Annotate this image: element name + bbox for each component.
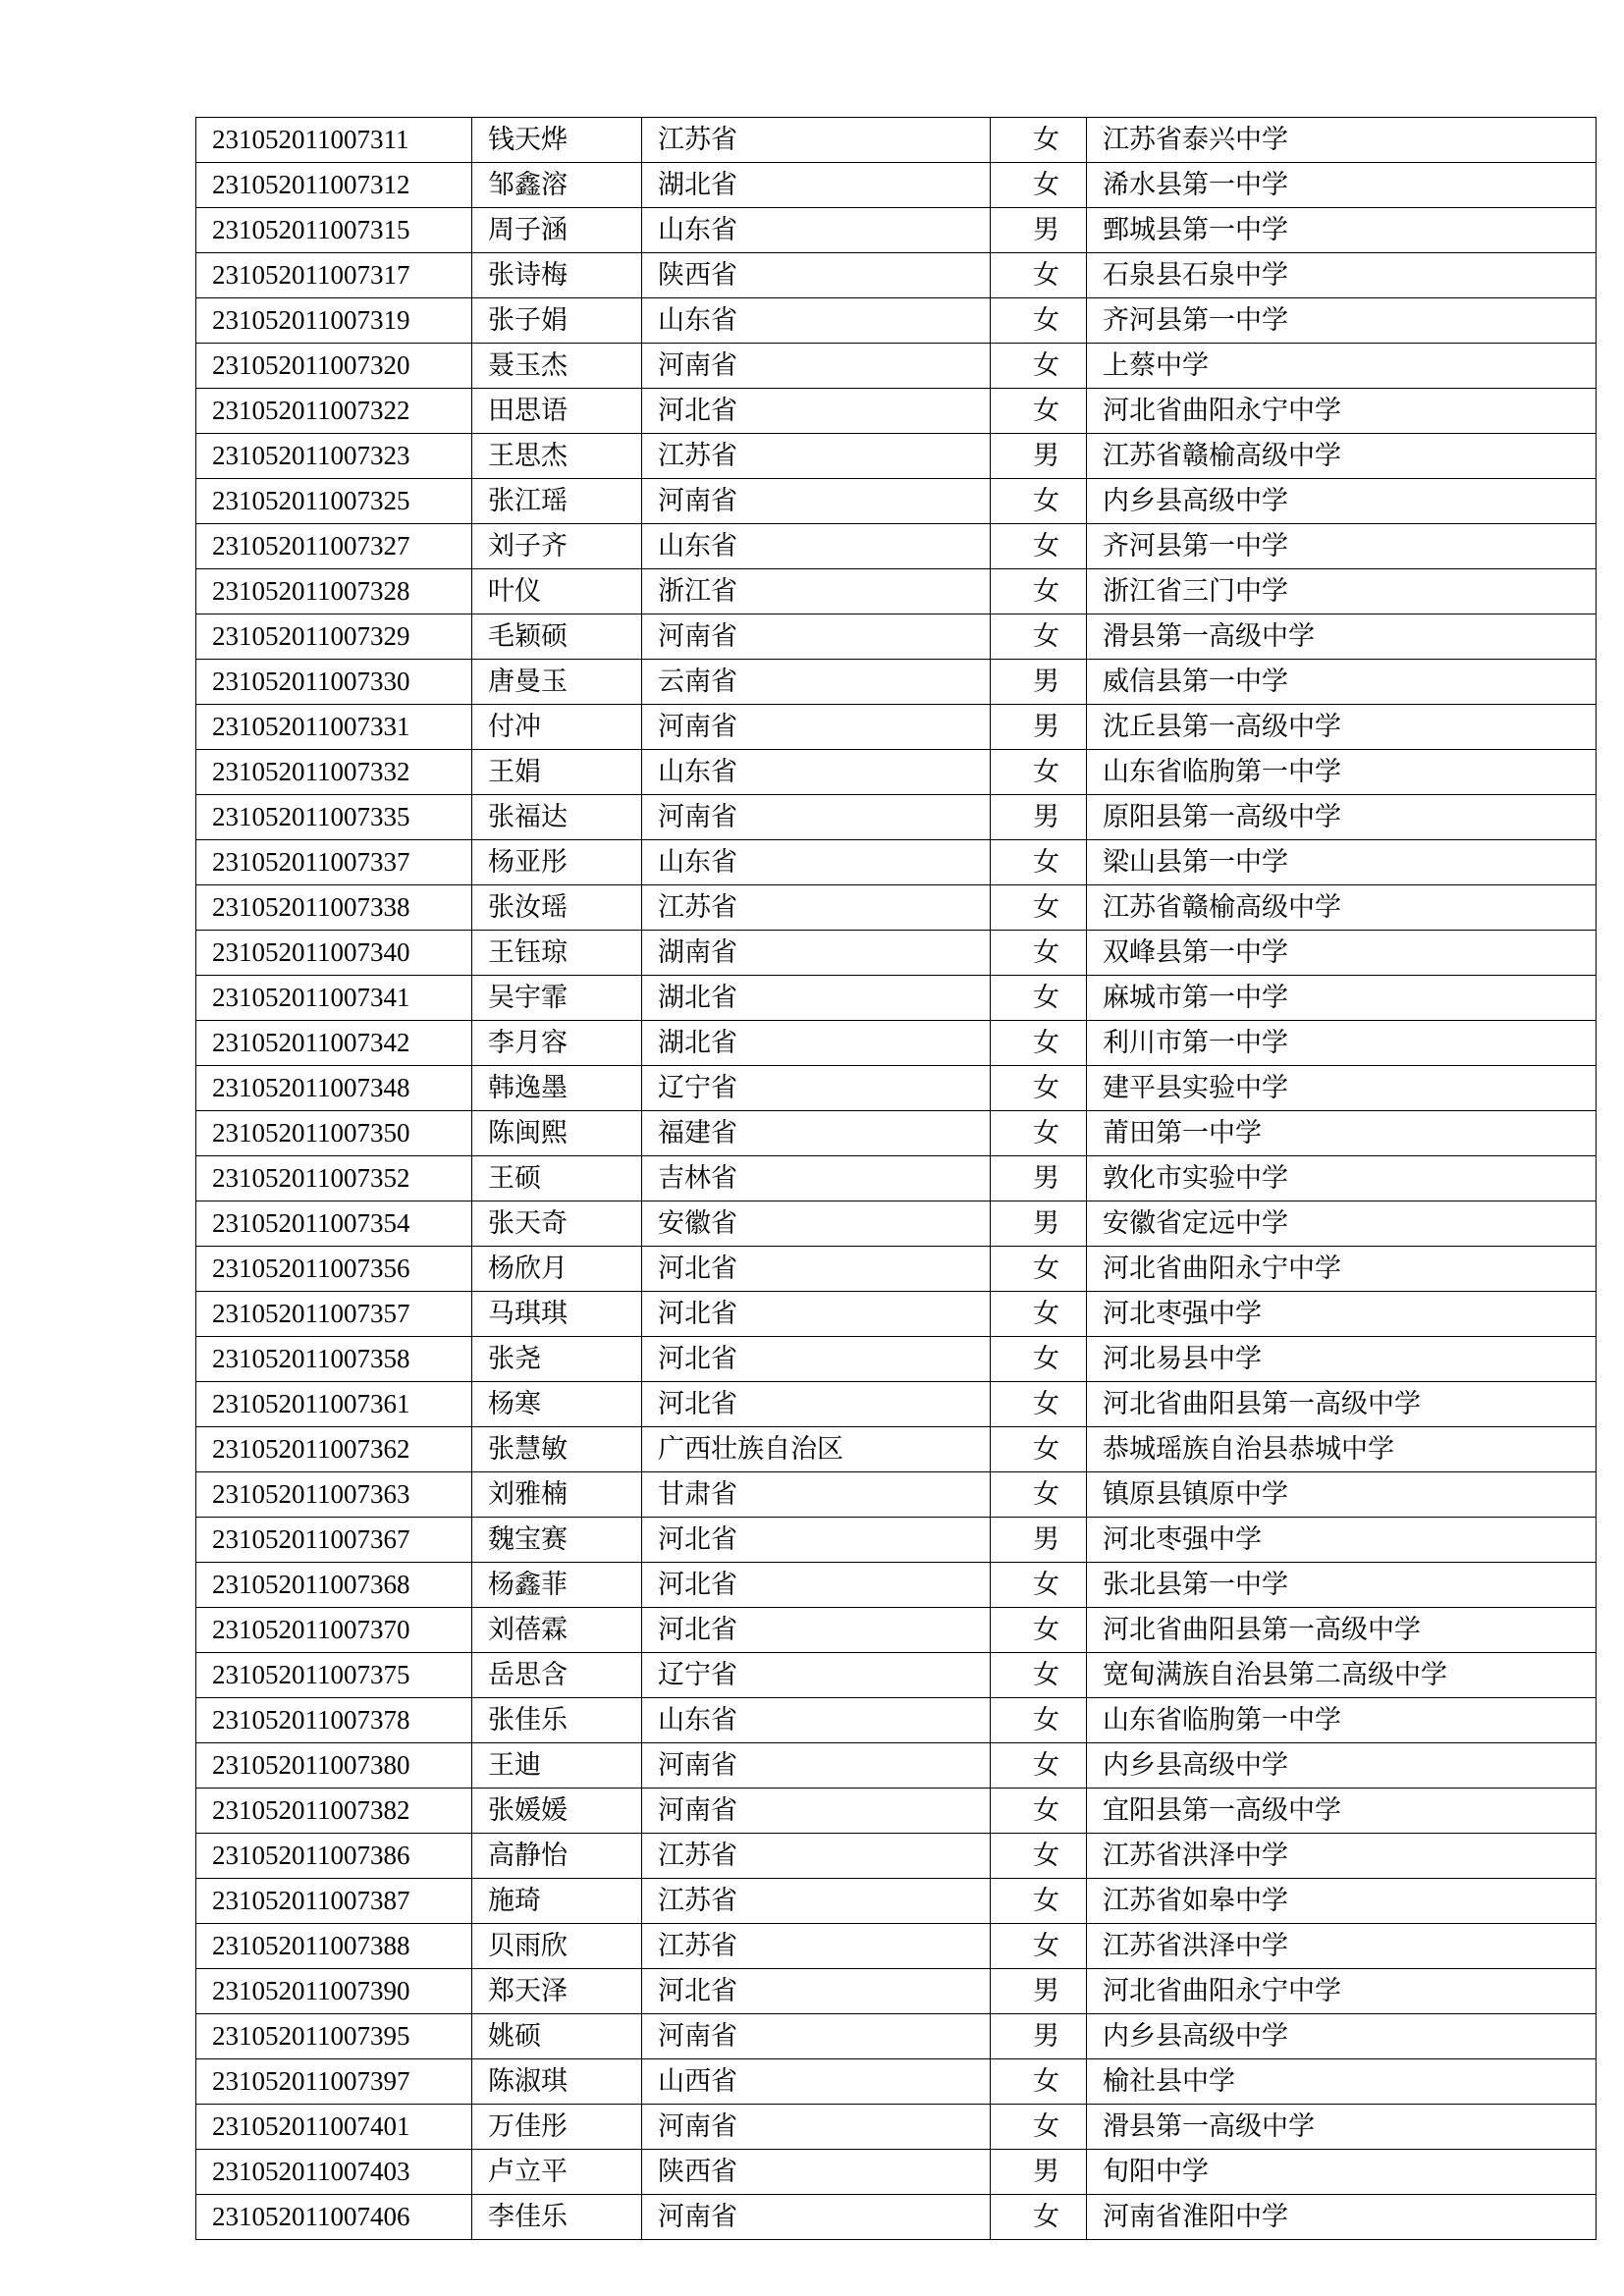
table-row	[196, 1156, 1597, 1201]
exam-number-cell: 231052011007315	[196, 208, 472, 253]
gender-cell: 女	[991, 389, 1087, 434]
student-name-cell: 万佳彤	[472, 2105, 642, 2150]
province-cell: 浙江省	[642, 569, 991, 614]
exam-number-cell: 231052011007311	[196, 118, 472, 163]
gender-cell: 男	[991, 1518, 1087, 1563]
province-cell: 河北省	[642, 389, 991, 434]
gender-cell: 女	[991, 2059, 1087, 2105]
school-cell: 浠水县第一中学	[1087, 163, 1597, 208]
exam-number-cell: 231052011007328	[196, 569, 472, 614]
table-row	[196, 569, 1597, 614]
table-row	[196, 1472, 1597, 1518]
table-row	[196, 750, 1597, 795]
student-name-cell: 施琦	[472, 1879, 642, 1924]
school-cell: 鄄城县第一中学	[1087, 208, 1597, 253]
student-name-cell: 钱天烨	[472, 118, 642, 163]
exam-number-cell: 231052011007330	[196, 660, 472, 705]
school-cell: 内乡县高级中学	[1087, 1743, 1597, 1789]
table-row	[196, 976, 1597, 1021]
province-cell: 河北省	[642, 1608, 991, 1653]
student-name-cell: 杨鑫菲	[472, 1563, 642, 1608]
table-row	[196, 253, 1597, 298]
table-row	[196, 1111, 1597, 1156]
exam-number-cell: 231052011007397	[196, 2059, 472, 2105]
table-row	[196, 1021, 1597, 1066]
table-row	[196, 2150, 1597, 2195]
gender-cell: 女	[991, 1698, 1087, 1743]
student-name-cell: 杨欣月	[472, 1247, 642, 1292]
table-row	[196, 1292, 1597, 1337]
table-row	[196, 795, 1597, 840]
table-row	[196, 1427, 1597, 1472]
exam-number-cell: 231052011007341	[196, 976, 472, 1021]
province-cell: 山东省	[642, 208, 991, 253]
exam-number-cell: 231052011007338	[196, 885, 472, 931]
gender-cell: 男	[991, 1156, 1087, 1201]
province-cell: 河北省	[642, 1247, 991, 1292]
gender-cell: 女	[991, 1924, 1087, 1969]
table-row	[196, 2059, 1597, 2105]
province-cell: 山东省	[642, 840, 991, 885]
gender-cell: 女	[991, 344, 1087, 389]
student-name-cell: 马琪琪	[472, 1292, 642, 1337]
gender-cell: 女	[991, 163, 1087, 208]
table-row	[196, 1698, 1597, 1743]
exam-number-cell: 231052011007319	[196, 298, 472, 344]
exam-number-cell: 231052011007356	[196, 1247, 472, 1292]
roster-body	[196, 118, 1597, 2240]
school-cell: 建平县实验中学	[1087, 1066, 1597, 1111]
exam-number-cell: 231052011007337	[196, 840, 472, 885]
exam-number-cell: 231052011007342	[196, 1021, 472, 1066]
school-cell: 河北省曲阳永宁中学	[1087, 1247, 1597, 1292]
gender-cell: 男	[991, 208, 1087, 253]
gender-cell: 女	[991, 931, 1087, 976]
student-name-cell: 王迪	[472, 1743, 642, 1789]
gender-cell: 男	[991, 660, 1087, 705]
gender-cell: 女	[991, 1743, 1087, 1789]
table-row	[196, 1382, 1597, 1427]
gender-cell: 男	[991, 434, 1087, 479]
exam-number-cell: 231052011007352	[196, 1156, 472, 1201]
gender-cell: 女	[991, 1834, 1087, 1879]
exam-number-cell: 231052011007375	[196, 1653, 472, 1698]
gender-cell: 女	[991, 2105, 1087, 2150]
school-cell: 威信县第一中学	[1087, 660, 1597, 705]
school-cell: 江苏省洪泽中学	[1087, 1924, 1597, 1969]
exam-number-cell: 231052011007367	[196, 1518, 472, 1563]
province-cell: 江苏省	[642, 1924, 991, 1969]
exam-number-cell: 231052011007362	[196, 1427, 472, 1472]
school-cell: 河北省曲阳县第一高级中学	[1087, 1608, 1597, 1653]
gender-cell: 女	[991, 1066, 1087, 1111]
gender-cell: 女	[991, 118, 1087, 163]
school-cell: 河北枣强中学	[1087, 1518, 1597, 1563]
gender-cell: 男	[991, 795, 1087, 840]
province-cell: 河南省	[642, 2195, 991, 2240]
table-row	[196, 705, 1597, 750]
student-name-cell: 付冲	[472, 705, 642, 750]
school-cell: 石泉县石泉中学	[1087, 253, 1597, 298]
student-name-cell: 叶仪	[472, 569, 642, 614]
exam-number-cell: 231052011007327	[196, 524, 472, 569]
student-name-cell: 卢立平	[472, 2150, 642, 2195]
exam-number-cell: 231052011007388	[196, 1924, 472, 1969]
school-cell: 沈丘县第一高级中学	[1087, 705, 1597, 750]
student-name-cell: 王钰琼	[472, 931, 642, 976]
school-cell: 张北县第一中学	[1087, 1563, 1597, 1608]
exam-number-cell: 231052011007386	[196, 1834, 472, 1879]
table-row	[196, 1608, 1597, 1653]
student-name-cell: 魏宝赛	[472, 1518, 642, 1563]
province-cell: 云南省	[642, 660, 991, 705]
exam-number-cell: 231052011007401	[196, 2105, 472, 2150]
exam-number-cell: 231052011007361	[196, 1382, 472, 1427]
student-name-cell: 张汝瑶	[472, 885, 642, 931]
school-cell: 内乡县高级中学	[1087, 2014, 1597, 2059]
exam-number-cell: 231052011007312	[196, 163, 472, 208]
student-name-cell: 刘子齐	[472, 524, 642, 569]
student-name-cell: 李佳乐	[472, 2195, 642, 2240]
school-cell: 河北省曲阳永宁中学	[1087, 1969, 1597, 2014]
student-name-cell: 邹鑫溶	[472, 163, 642, 208]
province-cell: 山东省	[642, 750, 991, 795]
exam-number-cell: 231052011007317	[196, 253, 472, 298]
province-cell: 河南省	[642, 2105, 991, 2150]
school-cell: 山东省临朐第一中学	[1087, 750, 1597, 795]
school-cell: 旬阳中学	[1087, 2150, 1597, 2195]
gender-cell: 女	[991, 479, 1087, 524]
student-name-cell: 岳思含	[472, 1653, 642, 1698]
student-name-cell: 高静怡	[472, 1834, 642, 1879]
exam-number-cell: 231052011007390	[196, 1969, 472, 2014]
province-cell: 山东省	[642, 1698, 991, 1743]
province-cell: 陕西省	[642, 253, 991, 298]
school-cell: 山东省临朐第一中学	[1087, 1698, 1597, 1743]
school-cell: 江苏省赣榆高级中学	[1087, 885, 1597, 931]
table-row	[196, 1879, 1597, 1924]
school-cell: 利川市第一中学	[1087, 1021, 1597, 1066]
school-cell: 齐河县第一中学	[1087, 298, 1597, 344]
table-row	[196, 885, 1597, 931]
gender-cell: 女	[991, 1653, 1087, 1698]
gender-cell: 女	[991, 840, 1087, 885]
exam-number-cell: 231052011007320	[196, 344, 472, 389]
table-row	[196, 2195, 1597, 2240]
school-cell: 滑县第一高级中学	[1087, 2105, 1597, 2150]
gender-cell: 女	[991, 1382, 1087, 1427]
table-row	[196, 163, 1597, 208]
school-cell: 河北易县中学	[1087, 1337, 1597, 1382]
gender-cell: 女	[991, 1563, 1087, 1608]
school-cell: 齐河县第一中学	[1087, 524, 1597, 569]
table-row	[196, 660, 1597, 705]
gender-cell: 男	[991, 2014, 1087, 2059]
gender-cell: 女	[991, 1292, 1087, 1337]
school-cell: 河北省曲阳县第一高级中学	[1087, 1382, 1597, 1427]
student-name-cell: 王娟	[472, 750, 642, 795]
school-cell: 恭城瑶族自治县恭城中学	[1087, 1427, 1597, 1472]
gender-cell: 女	[991, 569, 1087, 614]
province-cell: 江苏省	[642, 434, 991, 479]
gender-cell: 女	[991, 614, 1087, 660]
table-row	[196, 389, 1597, 434]
gender-cell: 女	[991, 885, 1087, 931]
school-cell: 麻城市第一中学	[1087, 976, 1597, 1021]
exam-number-cell: 231052011007323	[196, 434, 472, 479]
school-cell: 浙江省三门中学	[1087, 569, 1597, 614]
gender-cell: 女	[991, 1247, 1087, 1292]
exam-number-cell: 231052011007370	[196, 1608, 472, 1653]
exam-number-cell: 231052011007395	[196, 2014, 472, 2059]
school-cell: 河南省淮阳中学	[1087, 2195, 1597, 2240]
exam-number-cell: 231052011007387	[196, 1879, 472, 1924]
table-row	[196, 1066, 1597, 1111]
exam-number-cell: 231052011007331	[196, 705, 472, 750]
province-cell: 山东省	[642, 298, 991, 344]
province-cell: 湖北省	[642, 976, 991, 1021]
table-row	[196, 118, 1597, 163]
school-cell: 宜阳县第一高级中学	[1087, 1789, 1597, 1834]
province-cell: 河北省	[642, 1518, 991, 1563]
school-cell: 宽甸满族自治县第二高级中学	[1087, 1653, 1597, 1698]
province-cell: 河北省	[642, 1563, 991, 1608]
table-row	[196, 1337, 1597, 1382]
exam-number-cell: 231052011007380	[196, 1743, 472, 1789]
table-row	[196, 524, 1597, 569]
exam-number-cell: 231052011007325	[196, 479, 472, 524]
province-cell: 陕西省	[642, 2150, 991, 2195]
student-name-cell: 吴宇霏	[472, 976, 642, 1021]
school-cell: 江苏省泰兴中学	[1087, 118, 1597, 163]
school-cell: 上蔡中学	[1087, 344, 1597, 389]
province-cell: 河南省	[642, 344, 991, 389]
student-name-cell: 唐曼玉	[472, 660, 642, 705]
student-name-cell: 周子涵	[472, 208, 642, 253]
province-cell: 江苏省	[642, 885, 991, 931]
province-cell: 江苏省	[642, 118, 991, 163]
gender-cell: 女	[991, 750, 1087, 795]
province-cell: 河南省	[642, 614, 991, 660]
exam-number-cell: 231052011007322	[196, 389, 472, 434]
school-cell: 内乡县高级中学	[1087, 479, 1597, 524]
school-cell: 镇原县镇原中学	[1087, 1472, 1597, 1518]
exam-number-cell: 231052011007358	[196, 1337, 472, 1382]
student-name-cell: 田思语	[472, 389, 642, 434]
school-cell: 梁山县第一中学	[1087, 840, 1597, 885]
province-cell: 辽宁省	[642, 1066, 991, 1111]
exam-number-cell: 231052011007354	[196, 1201, 472, 1247]
province-cell: 河南省	[642, 1743, 991, 1789]
exam-number-cell: 231052011007348	[196, 1066, 472, 1111]
student-name-cell: 张天奇	[472, 1201, 642, 1247]
student-name-cell: 王硕	[472, 1156, 642, 1201]
table-row	[196, 1247, 1597, 1292]
gender-cell: 女	[991, 1111, 1087, 1156]
exam-number-cell: 231052011007332	[196, 750, 472, 795]
student-name-cell: 王思杰	[472, 434, 642, 479]
school-cell: 江苏省洪泽中学	[1087, 1834, 1597, 1879]
province-cell: 辽宁省	[642, 1653, 991, 1698]
table-row	[196, 208, 1597, 253]
school-cell: 河北省曲阳永宁中学	[1087, 389, 1597, 434]
province-cell: 河南省	[642, 2014, 991, 2059]
gender-cell: 女	[991, 298, 1087, 344]
table-row	[196, 840, 1597, 885]
table-row	[196, 931, 1597, 976]
province-cell: 甘肃省	[642, 1472, 991, 1518]
gender-cell: 女	[991, 1879, 1087, 1924]
province-cell: 河北省	[642, 1382, 991, 1427]
province-cell: 山西省	[642, 2059, 991, 2105]
gender-cell: 男	[991, 1201, 1087, 1247]
student-name-cell: 张诗梅	[472, 253, 642, 298]
gender-cell: 女	[991, 524, 1087, 569]
gender-cell: 男	[991, 705, 1087, 750]
table-row	[196, 2014, 1597, 2059]
student-name-cell: 姚硕	[472, 2014, 642, 2059]
table-row	[196, 1201, 1597, 1247]
exam-number-cell: 231052011007406	[196, 2195, 472, 2240]
school-cell: 敦化市实验中学	[1087, 1156, 1597, 1201]
exam-number-cell: 231052011007329	[196, 614, 472, 660]
school-cell: 榆社县中学	[1087, 2059, 1597, 2105]
province-cell: 湖北省	[642, 1021, 991, 1066]
student-name-cell: 张媛媛	[472, 1789, 642, 1834]
exam-number-cell: 231052011007382	[196, 1789, 472, 1834]
gender-cell: 女	[991, 1472, 1087, 1518]
province-cell: 河南省	[642, 479, 991, 524]
table-row	[196, 298, 1597, 344]
student-name-cell: 张子娟	[472, 298, 642, 344]
student-roster-table	[195, 117, 1597, 2240]
province-cell: 河南省	[642, 705, 991, 750]
table-row	[196, 1969, 1597, 2014]
province-cell: 河南省	[642, 1789, 991, 1834]
exam-number-cell: 231052011007335	[196, 795, 472, 840]
table-row	[196, 1653, 1597, 1698]
student-name-cell: 李月容	[472, 1021, 642, 1066]
student-name-cell: 聂玉杰	[472, 344, 642, 389]
table-row	[196, 614, 1597, 660]
exam-number-cell: 231052011007363	[196, 1472, 472, 1518]
gender-cell: 女	[991, 2195, 1087, 2240]
province-cell: 湖南省	[642, 931, 991, 976]
student-name-cell: 张佳乐	[472, 1698, 642, 1743]
student-name-cell: 韩逸墨	[472, 1066, 642, 1111]
exam-number-cell: 231052011007350	[196, 1111, 472, 1156]
student-name-cell: 张慧敏	[472, 1427, 642, 1472]
student-name-cell: 陈淑琪	[472, 2059, 642, 2105]
province-cell: 河北省	[642, 1292, 991, 1337]
table-row	[196, 479, 1597, 524]
province-cell: 河南省	[642, 795, 991, 840]
gender-cell: 女	[991, 1789, 1087, 1834]
table-row	[196, 1924, 1597, 1969]
student-name-cell: 郑天泽	[472, 1969, 642, 2014]
province-cell: 江苏省	[642, 1834, 991, 1879]
school-cell: 莆田第一中学	[1087, 1111, 1597, 1156]
student-name-cell: 贝雨欣	[472, 1924, 642, 1969]
province-cell: 湖北省	[642, 163, 991, 208]
province-cell: 河北省	[642, 1337, 991, 1382]
exam-number-cell: 231052011007368	[196, 1563, 472, 1608]
province-cell: 广西壮族自治区	[642, 1427, 991, 1472]
student-name-cell: 刘雅楠	[472, 1472, 642, 1518]
province-cell: 江苏省	[642, 1879, 991, 1924]
school-cell: 原阳县第一高级中学	[1087, 795, 1597, 840]
exam-number-cell: 231052011007403	[196, 2150, 472, 2195]
table-row	[196, 1518, 1597, 1563]
province-cell: 河北省	[642, 1969, 991, 2014]
school-cell: 双峰县第一中学	[1087, 931, 1597, 976]
table-row	[196, 434, 1597, 479]
student-name-cell: 刘蓓霖	[472, 1608, 642, 1653]
table-row	[196, 2105, 1597, 2150]
table-row	[196, 1563, 1597, 1608]
school-cell: 江苏省如皋中学	[1087, 1879, 1597, 1924]
student-name-cell: 张尧	[472, 1337, 642, 1382]
province-cell: 福建省	[642, 1111, 991, 1156]
student-name-cell: 陈闽熙	[472, 1111, 642, 1156]
gender-cell: 女	[991, 1427, 1087, 1472]
province-cell: 安徽省	[642, 1201, 991, 1247]
school-cell: 河北枣强中学	[1087, 1292, 1597, 1337]
exam-number-cell: 231052011007340	[196, 931, 472, 976]
table-row	[196, 1789, 1597, 1834]
province-cell: 吉林省	[642, 1156, 991, 1201]
student-name-cell: 张福达	[472, 795, 642, 840]
gender-cell: 女	[991, 253, 1087, 298]
gender-cell: 女	[991, 976, 1087, 1021]
student-name-cell: 杨寒	[472, 1382, 642, 1427]
school-cell: 安徽省定远中学	[1087, 1201, 1597, 1247]
gender-cell: 女	[991, 1021, 1087, 1066]
gender-cell: 女	[991, 1337, 1087, 1382]
student-name-cell: 杨亚彤	[472, 840, 642, 885]
exam-number-cell: 231052011007378	[196, 1698, 472, 1743]
student-name-cell: 张江瑶	[472, 479, 642, 524]
gender-cell: 男	[991, 1969, 1087, 2014]
school-cell: 江苏省赣榆高级中学	[1087, 434, 1597, 479]
gender-cell: 女	[991, 1608, 1087, 1653]
school-cell: 滑县第一高级中学	[1087, 614, 1597, 660]
table-row	[196, 344, 1597, 389]
table-row	[196, 1743, 1597, 1789]
table-row	[196, 1834, 1597, 1879]
gender-cell: 男	[991, 2150, 1087, 2195]
student-name-cell: 毛颖硕	[472, 614, 642, 660]
province-cell: 山东省	[642, 524, 991, 569]
exam-number-cell: 231052011007357	[196, 1292, 472, 1337]
